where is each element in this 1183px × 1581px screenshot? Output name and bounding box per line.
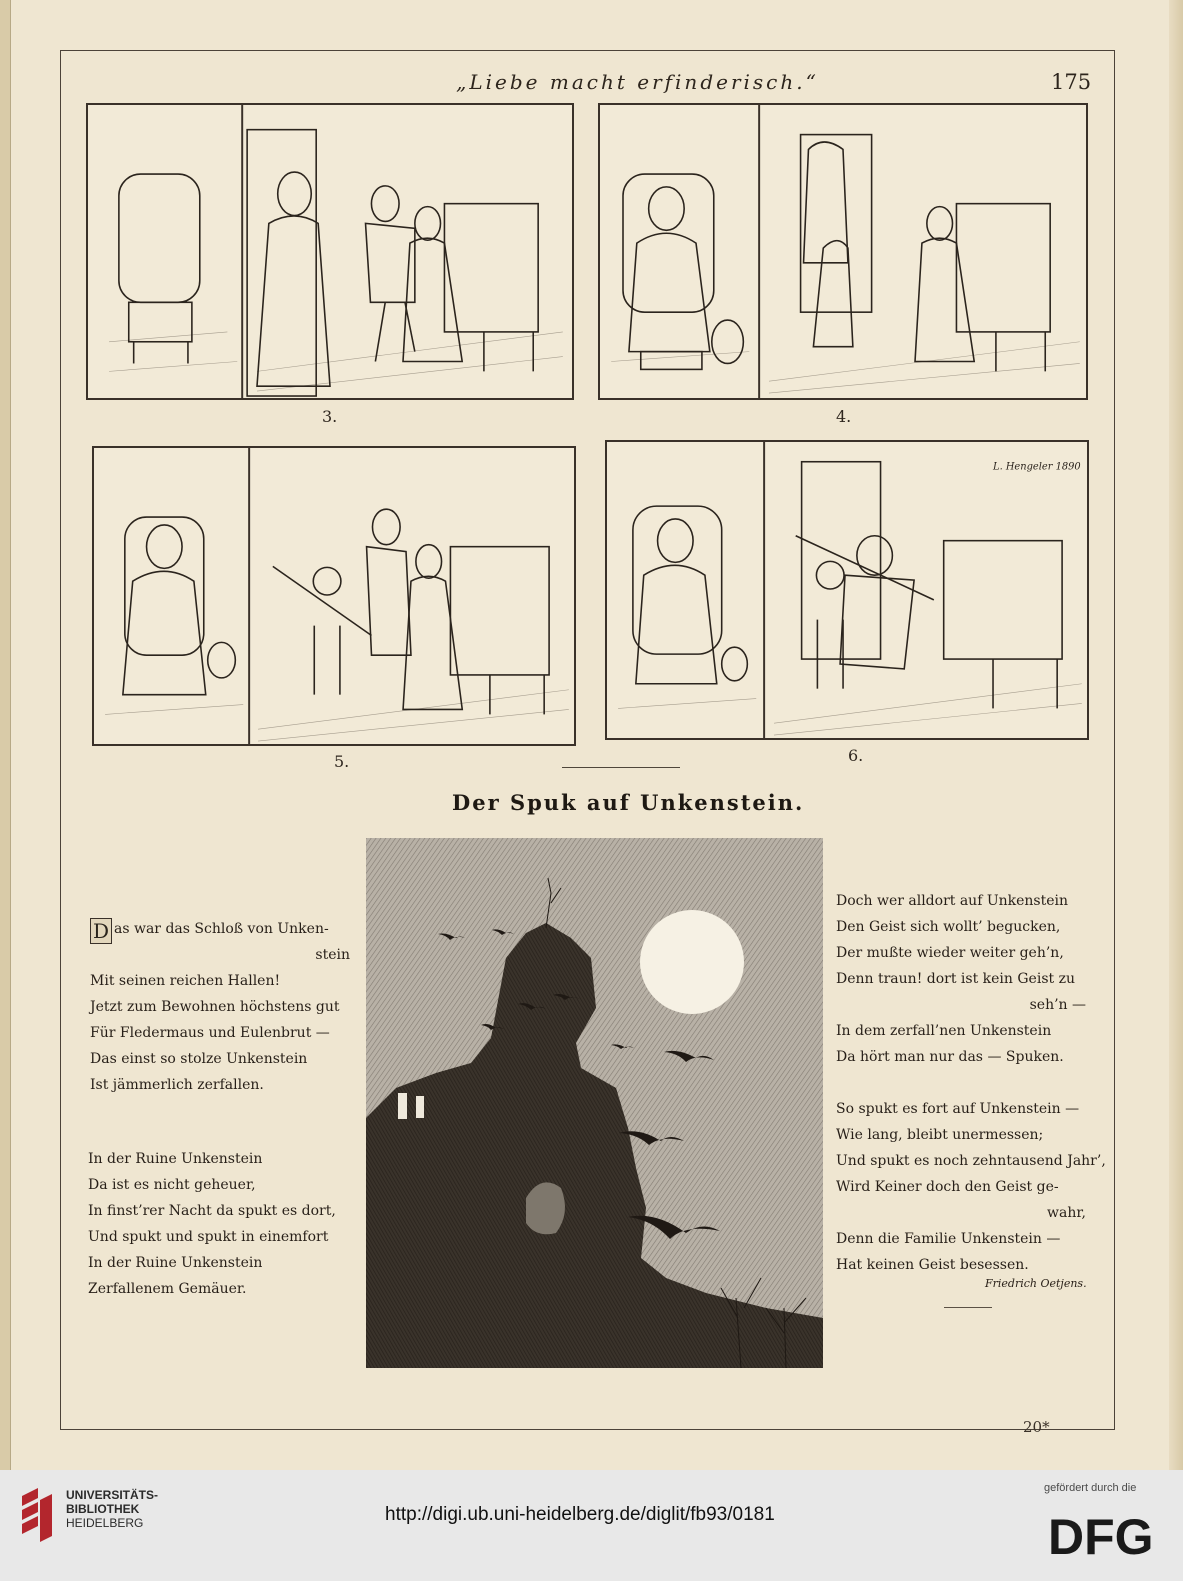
poem-title: Der Spuk auf Unkenstein. <box>452 790 805 815</box>
previous-page-edge <box>0 0 11 1470</box>
poem-line: stein <box>315 947 350 963</box>
comic-panel-6 <box>605 440 1089 740</box>
drop-cap: D <box>90 918 112 944</box>
comic-panel-3 <box>86 103 574 400</box>
institution-line: UNIVERSITÄTS- <box>66 1488 159 1502</box>
poem-line: So spukt es fort auf Unkenstein — <box>836 1101 1080 1117</box>
panel-label-6: 6. <box>848 746 864 765</box>
title-rule <box>562 767 680 768</box>
panel-5-drawing <box>94 448 574 744</box>
poem-line: Denn traun! dort ist kein Geist zu <box>836 971 1075 987</box>
dfg-logo-icon[interactable] <box>1048 1508 1166 1562</box>
poem-line: Wird Keiner doch den Geist ge- <box>836 1179 1059 1195</box>
permalink-url[interactable]: http://digi.ub.uni-heidelberg.de/diglit/fb93/0181 <box>385 1504 775 1525</box>
poem-line: Zerfallenem Gemäuer. <box>88 1281 247 1297</box>
poem-author: Friedrich Oetjens. <box>985 1277 1087 1290</box>
artist-signature: L. Hengeler 1890 <box>993 461 1081 473</box>
university-library-logo-icon[interactable] <box>18 1486 56 1542</box>
poem-line: Den Geist sich wollt’ begucken, <box>836 919 1061 935</box>
poem-line: Denn die Familie Unkenstein — <box>836 1231 1061 1247</box>
funding-label: gefördert durch die <box>1044 1482 1137 1494</box>
poem-line: Ist jämmerlich zerfallen. <box>90 1077 264 1093</box>
panel-label-5: 5. <box>334 752 350 771</box>
viewer-footer <box>0 1470 1183 1581</box>
poem-line: Da ist es nicht geheuer, <box>88 1177 256 1193</box>
running-title: „Liebe macht erfinderisch.“ <box>456 70 819 94</box>
poem-line: Und spukt es noch zehntausend Jahr’, <box>836 1153 1106 1169</box>
poem-line: Der mußte wieder weiter geh’n, <box>836 945 1064 961</box>
next-page-edge <box>1169 0 1183 1470</box>
castle-ruin-illustration <box>366 838 823 1368</box>
poem-line: Jetzt zum Bewohnen höchstens gut <box>90 999 340 1015</box>
institution-line: HEIDELBERG <box>66 1516 144 1530</box>
comic-panel-5 <box>92 446 576 746</box>
panel-6-drawing <box>607 442 1087 738</box>
panel-label-4: 4. <box>836 407 852 426</box>
poem-line: Hat keinen Geist besessen. <box>836 1257 1029 1273</box>
poem-line: In der Ruine Unkenstein <box>88 1151 263 1167</box>
poem-line: as war das Schloß von Unken- <box>114 921 329 937</box>
dfg-logo-text: DFG <box>1048 1509 1154 1562</box>
poem-line: seh’n — <box>1029 997 1086 1013</box>
panel-label-3: 3. <box>322 407 338 426</box>
poem-line: wahr, <box>1047 1205 1086 1221</box>
poem-line: Das einst so stolze Unkenstein <box>90 1051 308 1067</box>
panel-4-drawing <box>600 105 1086 398</box>
sheet-signature-number: 20* <box>1023 1418 1050 1436</box>
poem-line: Wie lang, bleibt unermessen; <box>836 1127 1044 1143</box>
stanza-left-1 <box>90 916 360 1098</box>
stanza-right-2 <box>836 1096 1106 1278</box>
institution-line: BIBLIOTHEK <box>66 1502 140 1516</box>
poem-line: Doch wer alldort auf Unkenstein <box>836 893 1069 909</box>
comic-panel-4 <box>598 103 1088 400</box>
page-number: 175 <box>1051 70 1092 94</box>
panel-3-drawing <box>88 105 572 398</box>
poem-line: In finst’rer Nacht da spukt es dort, <box>88 1203 336 1219</box>
poem-line: Für Fledermaus und Eulenbrut — <box>90 1025 330 1041</box>
closing-rule <box>944 1307 992 1308</box>
poem-line: Mit seinen reichen Hallen! <box>90 973 281 989</box>
stanza-left-2 <box>88 1146 358 1302</box>
poem-line: Da hört man nur das — Spuken. <box>836 1049 1064 1065</box>
poem-line: Und spukt und spukt in einemfort <box>88 1229 329 1245</box>
poem-line: In dem zerfall’nen Unkenstein <box>836 1023 1052 1039</box>
poem-line: In der Ruine Unkenstein <box>88 1255 263 1271</box>
institution-name[interactable] <box>66 1488 158 1530</box>
stanza-right-1 <box>836 888 1096 1070</box>
